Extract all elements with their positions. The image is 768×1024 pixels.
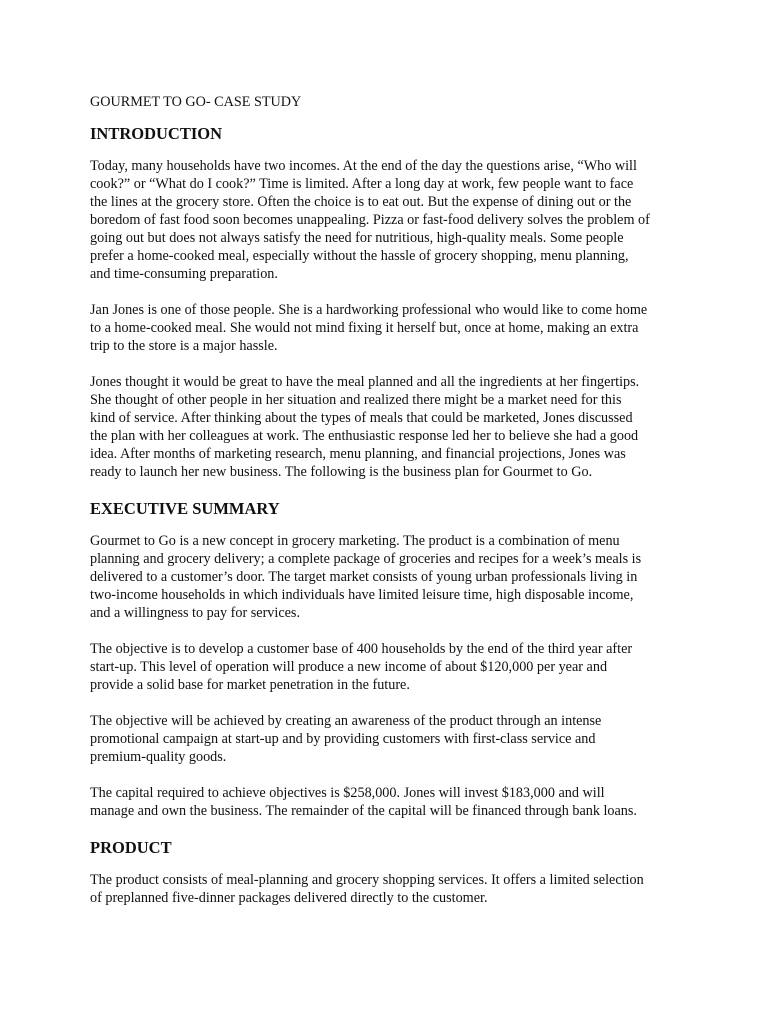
paragraph: The product consists of meal-planning and grocery shopping services. It offers a limited selection of preplanned five-dinner packages delivered directly to the customer.: [90, 872, 644, 906]
section-executive-summary: [90, 499, 650, 820]
paragraph: The objective will be achieved by creating an awareness of the product through an intense promotional campaign at start-up and by providing customers with first-class service and premium-quality goods.: [90, 713, 602, 765]
paragraph: Today, many households have two incomes. At the end of the day the questions arise, “Who will cook?” or “What do I cook?” Time is limited. After a long day at work, few people want to face the lines at the grocery store. Often the choice is to eat out. But the expense of dining out or the boredom of fast food soon becomes unappealing. Pizza or fast-food delivery solves the problem of going out but does not always satisfy the need for nutritious, high-quality meals. Some people prefer a home-cooked meal, especially without the hassle of grocery shopping, menu planning, and time-consuming preparation.: [90, 158, 650, 282]
section-heading-introduction: INTRODUCTION: [90, 124, 223, 143]
paragraph: Jan Jones is one of those people. She is a hardworking professional who would like to come home to a home-cooked meal. She would not mind fixing it herself but, once at home, making an extra trip to the store is a major hassle.: [90, 302, 648, 354]
paragraph: Jones thought it would be great to have the meal planned and all the ingredients at her fingertips. She thought of other people in her situation and realized there might be a market need for this kind of service. After thinking about the types of meals that could be marketed, Jones discussed the plan with her colleagues at work. The enthusiastic response led her to believe she had a good idea. After months of marketing research, menu planning, and financial projections, Jones was ready to launch her new business. The following is the business plan for Gourmet to Go.: [90, 374, 640, 480]
document-title: GOURMET TO GO- CASE STUDY: [90, 94, 302, 110]
section-product: [90, 838, 650, 907]
paragraph: Gourmet to Go is a new concept in grocery marketing. The product is a combination of menu planning and grocery delivery; a complete package of groceries and recipes for a week’s meals is delivered to a customer’s door. The target market consists of young urban professionals living in two-income households in which individuals have limited leisure time, high disposable income, and a willingness to pay for services.: [90, 533, 642, 621]
section-heading-product: PRODUCT: [90, 838, 172, 857]
section-heading-executive-summary: EXECUTIVE SUMMARY: [90, 499, 280, 518]
document-page: [90, 93, 650, 925]
paragraph: The objective is to develop a customer base of 400 households by the end of the third year after start-up. This level of operation will produce a new income of about $120,000 per year and provide a solid base for market penetration in the future.: [90, 641, 633, 693]
section-introduction: [90, 124, 650, 481]
paragraph: The capital required to achieve objectives is $258,000. Jones will invest $183,000 and will manage and own the business. The remainder of the capital will be financed through bank loans.: [90, 785, 637, 819]
